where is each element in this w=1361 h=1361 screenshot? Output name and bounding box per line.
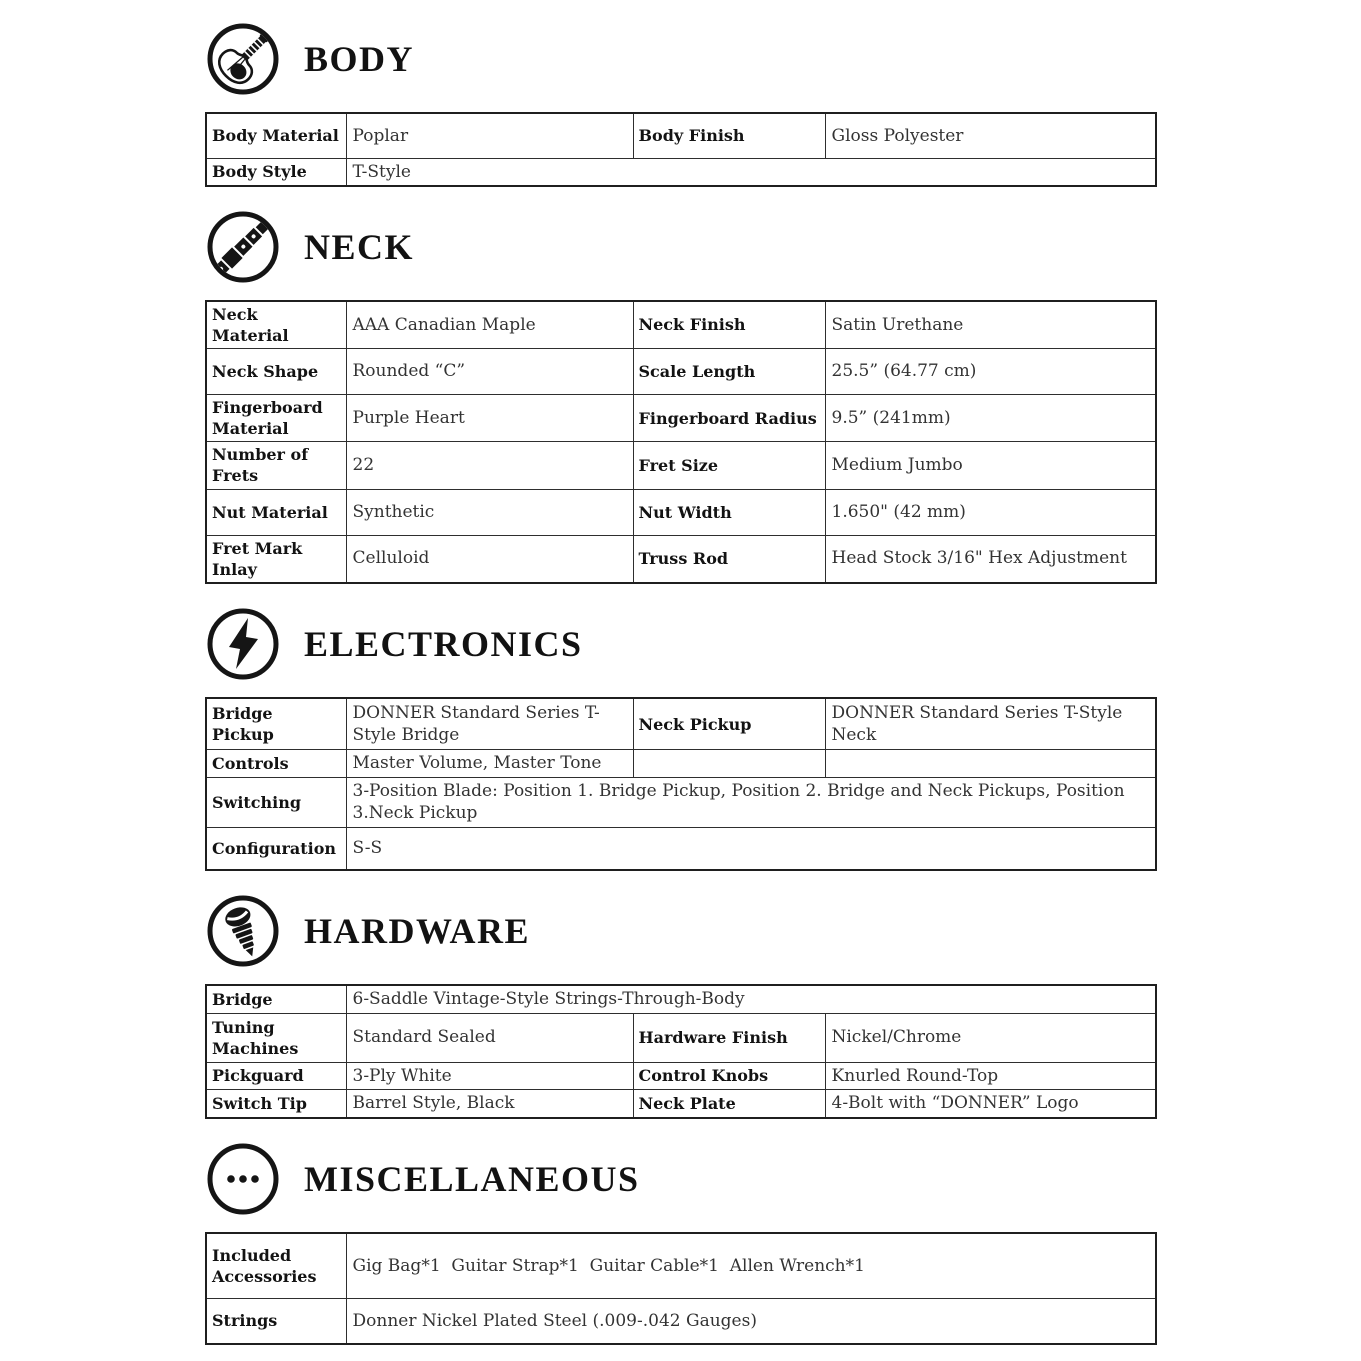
spec-table-neck	[205, 300, 1157, 584]
spec-value: Satin Urethane	[825, 301, 1156, 349]
spec-value: Rounded “C”	[346, 349, 633, 395]
spec-value: Purple Heart	[346, 395, 633, 442]
spec-value: Gig Bag*1 Guitar Strap*1 Guitar Cable*1 Allen Wrench*1	[346, 1233, 1156, 1299]
spec-value: Nickel/Chrome	[825, 1013, 1156, 1062]
table-row	[206, 1233, 1156, 1299]
spec-value: 1.650" (42 mm)	[825, 489, 1156, 535]
spec-value: Medium Jumbo	[825, 442, 1156, 489]
spec-value: Gloss Polyester	[825, 113, 1156, 158]
spec-value: DONNER Standard Series T-Style Neck	[825, 698, 1156, 750]
section-title: MISCELLANEOUS	[304, 1158, 640, 1199]
spec-label: Body Finish	[633, 113, 825, 158]
ellipsis-icon	[205, 1141, 281, 1217]
spec-label: Body Style	[206, 158, 346, 186]
spec-value: AAA Canadian Maple	[346, 301, 633, 349]
table-row	[206, 489, 1156, 535]
spec-value: 6-Saddle Vintage-Style Strings-Through-Body	[346, 985, 1156, 1013]
spec-value: Standard Sealed	[346, 1013, 633, 1062]
spec-label: Controls	[206, 750, 346, 777]
spec-label: Configuration	[206, 827, 346, 870]
lightning-icon	[205, 606, 281, 682]
section-title: HARDWARE	[304, 911, 531, 952]
section-title: NECK	[304, 226, 415, 267]
spec-value: 3-Ply White	[346, 1062, 633, 1089]
spec-label: Fret Mark Inlay	[206, 535, 346, 583]
spec-value: 3-Position Blade: Position 1. Bridge Pickup, Position 2. Bridge and Neck Pickups, Position 3.Neck Pickup	[346, 777, 1156, 827]
section-title: BODY	[304, 39, 415, 79]
spec-label: Switch Tip	[206, 1090, 346, 1118]
spec-value: Master Volume, Master Tone	[346, 750, 633, 777]
section-header	[205, 892, 1361, 970]
spec-label: Switching	[206, 777, 346, 827]
table-row	[206, 750, 1156, 777]
spec-value: 22	[346, 442, 633, 489]
spec-value: Celluloid	[346, 535, 633, 583]
spec-value: Barrel Style, Black	[346, 1090, 633, 1118]
spec-value: Donner Nickel Plated Steel (.009-.042 Gauges)	[346, 1299, 1156, 1344]
spec-table-electronics	[205, 697, 1157, 871]
spec-value	[825, 750, 1156, 777]
spec-label: Number of Frets	[206, 442, 346, 489]
spec-value: Synthetic	[346, 489, 633, 535]
spec-label: Pickguard	[206, 1062, 346, 1089]
spec-value: 9.5” (241mm)	[825, 395, 1156, 442]
spec-label: Tuning Machines	[206, 1013, 346, 1062]
spec-label: Neck Shape	[206, 349, 346, 395]
spec-label: Truss Rod	[633, 535, 825, 583]
section-miscellaneous	[205, 1140, 1361, 1345]
spec-value	[633, 750, 825, 777]
guitar-body-icon	[205, 21, 281, 97]
spec-value: Poplar	[346, 113, 633, 158]
neck-icon	[205, 209, 281, 285]
section-header	[205, 208, 1361, 286]
table-row	[206, 301, 1156, 349]
section-neck	[205, 208, 1361, 584]
spec-label: Nut Material	[206, 489, 346, 535]
table-row	[206, 535, 1156, 583]
spec-label: Strings	[206, 1299, 346, 1344]
spec-label: Neck Finish	[633, 301, 825, 349]
spec-label: Bridge	[206, 985, 346, 1013]
table-row	[206, 442, 1156, 489]
spec-label: Included Accessories	[206, 1233, 346, 1299]
section-title: ELECTRONICS	[304, 623, 583, 664]
screw-icon	[205, 893, 281, 969]
spec-value: 4-Bolt with “DONNER” Logo	[825, 1090, 1156, 1118]
table-row	[206, 1090, 1156, 1118]
table-row	[206, 777, 1156, 827]
table-row	[206, 827, 1156, 870]
section-electronics	[205, 605, 1361, 871]
spec-value: DONNER Standard Series T-Style Bridge	[346, 698, 633, 750]
table-row	[206, 1062, 1156, 1089]
spec-table-miscellaneous	[205, 1232, 1157, 1345]
spec-value: Knurled Round-Top	[825, 1062, 1156, 1089]
section-body	[205, 20, 1361, 187]
spec-label: Neck Pickup	[633, 698, 825, 750]
table-row	[206, 395, 1156, 442]
spec-value: Head Stock 3/16" Hex Adjustment	[825, 535, 1156, 583]
spec-label: Control Knobs	[633, 1062, 825, 1089]
spec-value: T-Style	[346, 158, 1156, 186]
section-header	[205, 605, 1361, 683]
table-row	[206, 1013, 1156, 1062]
spec-label: Neck Material	[206, 301, 346, 349]
spec-label: Hardware Finish	[633, 1013, 825, 1062]
spec-label: Scale Length	[633, 349, 825, 395]
spec-label: Fret Size	[633, 442, 825, 489]
spec-label: Bridge Pickup	[206, 698, 346, 750]
table-row	[206, 698, 1156, 750]
table-row	[206, 113, 1156, 158]
spec-label: Nut Width	[633, 489, 825, 535]
section-header	[205, 20, 1361, 98]
table-row	[206, 985, 1156, 1013]
spec-table-body	[205, 112, 1157, 187]
spec-label: Body Material	[206, 113, 346, 158]
section-hardware	[205, 892, 1361, 1118]
spec-table-hardware	[205, 984, 1157, 1118]
spec-value: S-S	[346, 827, 1156, 870]
table-row	[206, 158, 1156, 186]
table-row	[206, 1299, 1156, 1344]
spec-label: Neck Plate	[633, 1090, 825, 1118]
table-row	[206, 349, 1156, 395]
spec-value: 25.5” (64.77 cm)	[825, 349, 1156, 395]
section-header	[205, 1140, 1361, 1218]
spec-label: Fingerboard Radius	[633, 395, 825, 442]
spec-label: Fingerboard Material	[206, 395, 346, 442]
